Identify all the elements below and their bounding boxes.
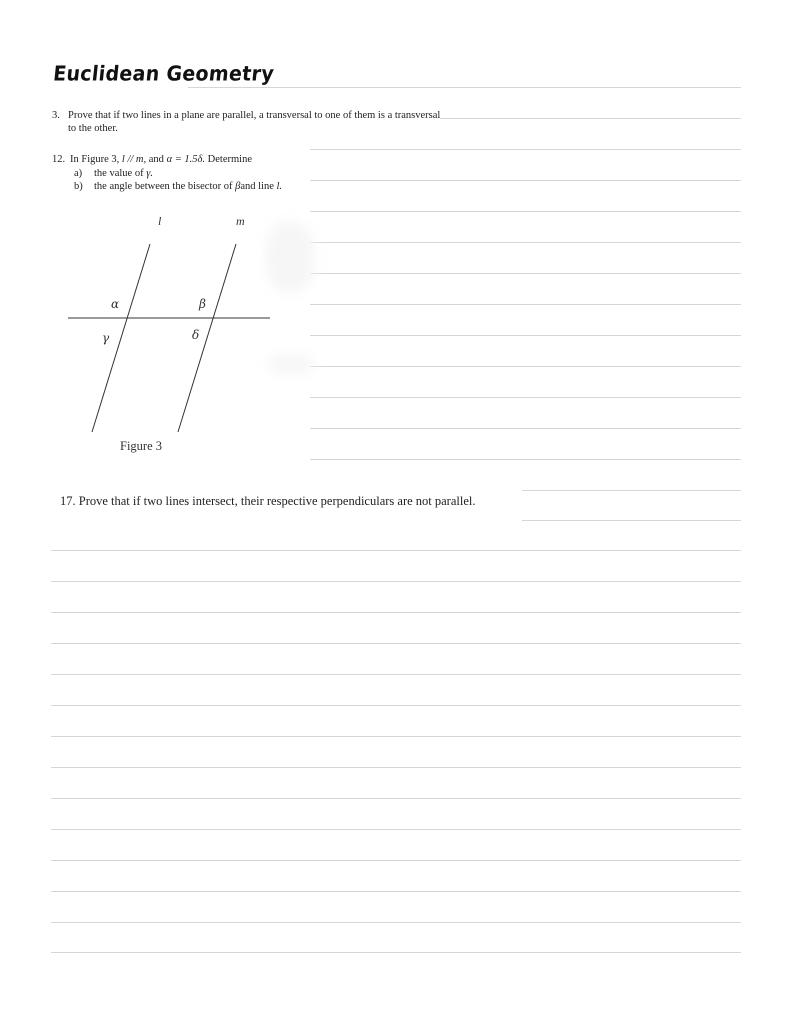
part-math: β: [235, 181, 241, 192]
ruled-line: [51, 922, 741, 923]
ruled-line: [51, 612, 741, 613]
determine-text: Determine: [207, 154, 252, 165]
ruled-line: [51, 952, 741, 953]
page-title: Euclidean Geometry: [52, 62, 276, 86]
ruled-line: [51, 798, 741, 799]
ruled-line: [51, 550, 741, 551]
ruled-line: [522, 490, 741, 491]
ruled-line: [310, 211, 741, 212]
angle-label-delta: δ: [192, 328, 200, 342]
ruled-line: [51, 674, 741, 675]
line-m: [178, 244, 236, 432]
ruled-line: [51, 767, 741, 768]
and-text: and: [148, 154, 164, 165]
ruled-line: [51, 736, 741, 737]
ruled-line: [188, 87, 741, 88]
ruled-line: [51, 705, 741, 706]
ruled-line: [51, 860, 741, 861]
ruled-line: [310, 180, 741, 181]
question-number: 3.: [52, 110, 60, 121]
ruled-line: [51, 643, 741, 644]
angle-label-gamma: γ: [102, 331, 110, 345]
part-math: γ.: [146, 167, 153, 179]
question-12: [52, 153, 322, 194]
ruled-line: [310, 397, 741, 398]
part-math-2: l.: [276, 181, 283, 192]
part-text: the angle between the bisector of: [94, 181, 233, 192]
part-letter: b): [74, 181, 83, 192]
question-text: Prove that if two lines in a plane are parallel, a transversal to one of them is a transversal to the other.: [68, 110, 441, 134]
question-number: 17.: [60, 494, 76, 508]
ruled-line: [310, 335, 741, 336]
ruled-line: [522, 520, 741, 521]
ruled-line: [310, 273, 741, 274]
ruled-line: [310, 459, 741, 460]
line-label-l: l: [158, 214, 162, 228]
ruled-line: [310, 149, 741, 150]
question-17: [60, 494, 475, 509]
part-text: the value of: [94, 167, 144, 179]
angle-label-beta: β: [199, 297, 206, 311]
ruled-line: [51, 891, 741, 892]
question-number: 12.: [52, 154, 66, 165]
ruled-line: [310, 366, 741, 367]
angle-label-alpha: α: [111, 297, 120, 311]
ruled-line: [310, 304, 741, 305]
question-3: [52, 109, 442, 135]
part-letter: a): [74, 167, 83, 179]
ruled-line: [310, 428, 741, 429]
figure-3-diagram: [56, 208, 286, 460]
figure-caption: Figure 3: [120, 439, 163, 453]
line-label-m: m: [236, 214, 245, 228]
question-part-a: [74, 167, 322, 181]
ruled-line: [310, 242, 741, 243]
ruled-line: [440, 118, 741, 119]
parallel-relation: l // m,: [121, 154, 147, 165]
intro-text: In Figure 3,: [70, 154, 120, 165]
angle-relation: α = 1.5δ.: [166, 154, 206, 165]
question-text: Prove that if two lines intersect, their respective perpendiculars are not parallel.: [78, 494, 476, 508]
line-l: [92, 244, 150, 432]
ruled-line: [51, 581, 741, 582]
question-intro: [70, 153, 322, 167]
ruled-line: [51, 829, 741, 830]
question-part-b: [74, 180, 322, 194]
part-text-2: and line: [240, 181, 274, 192]
